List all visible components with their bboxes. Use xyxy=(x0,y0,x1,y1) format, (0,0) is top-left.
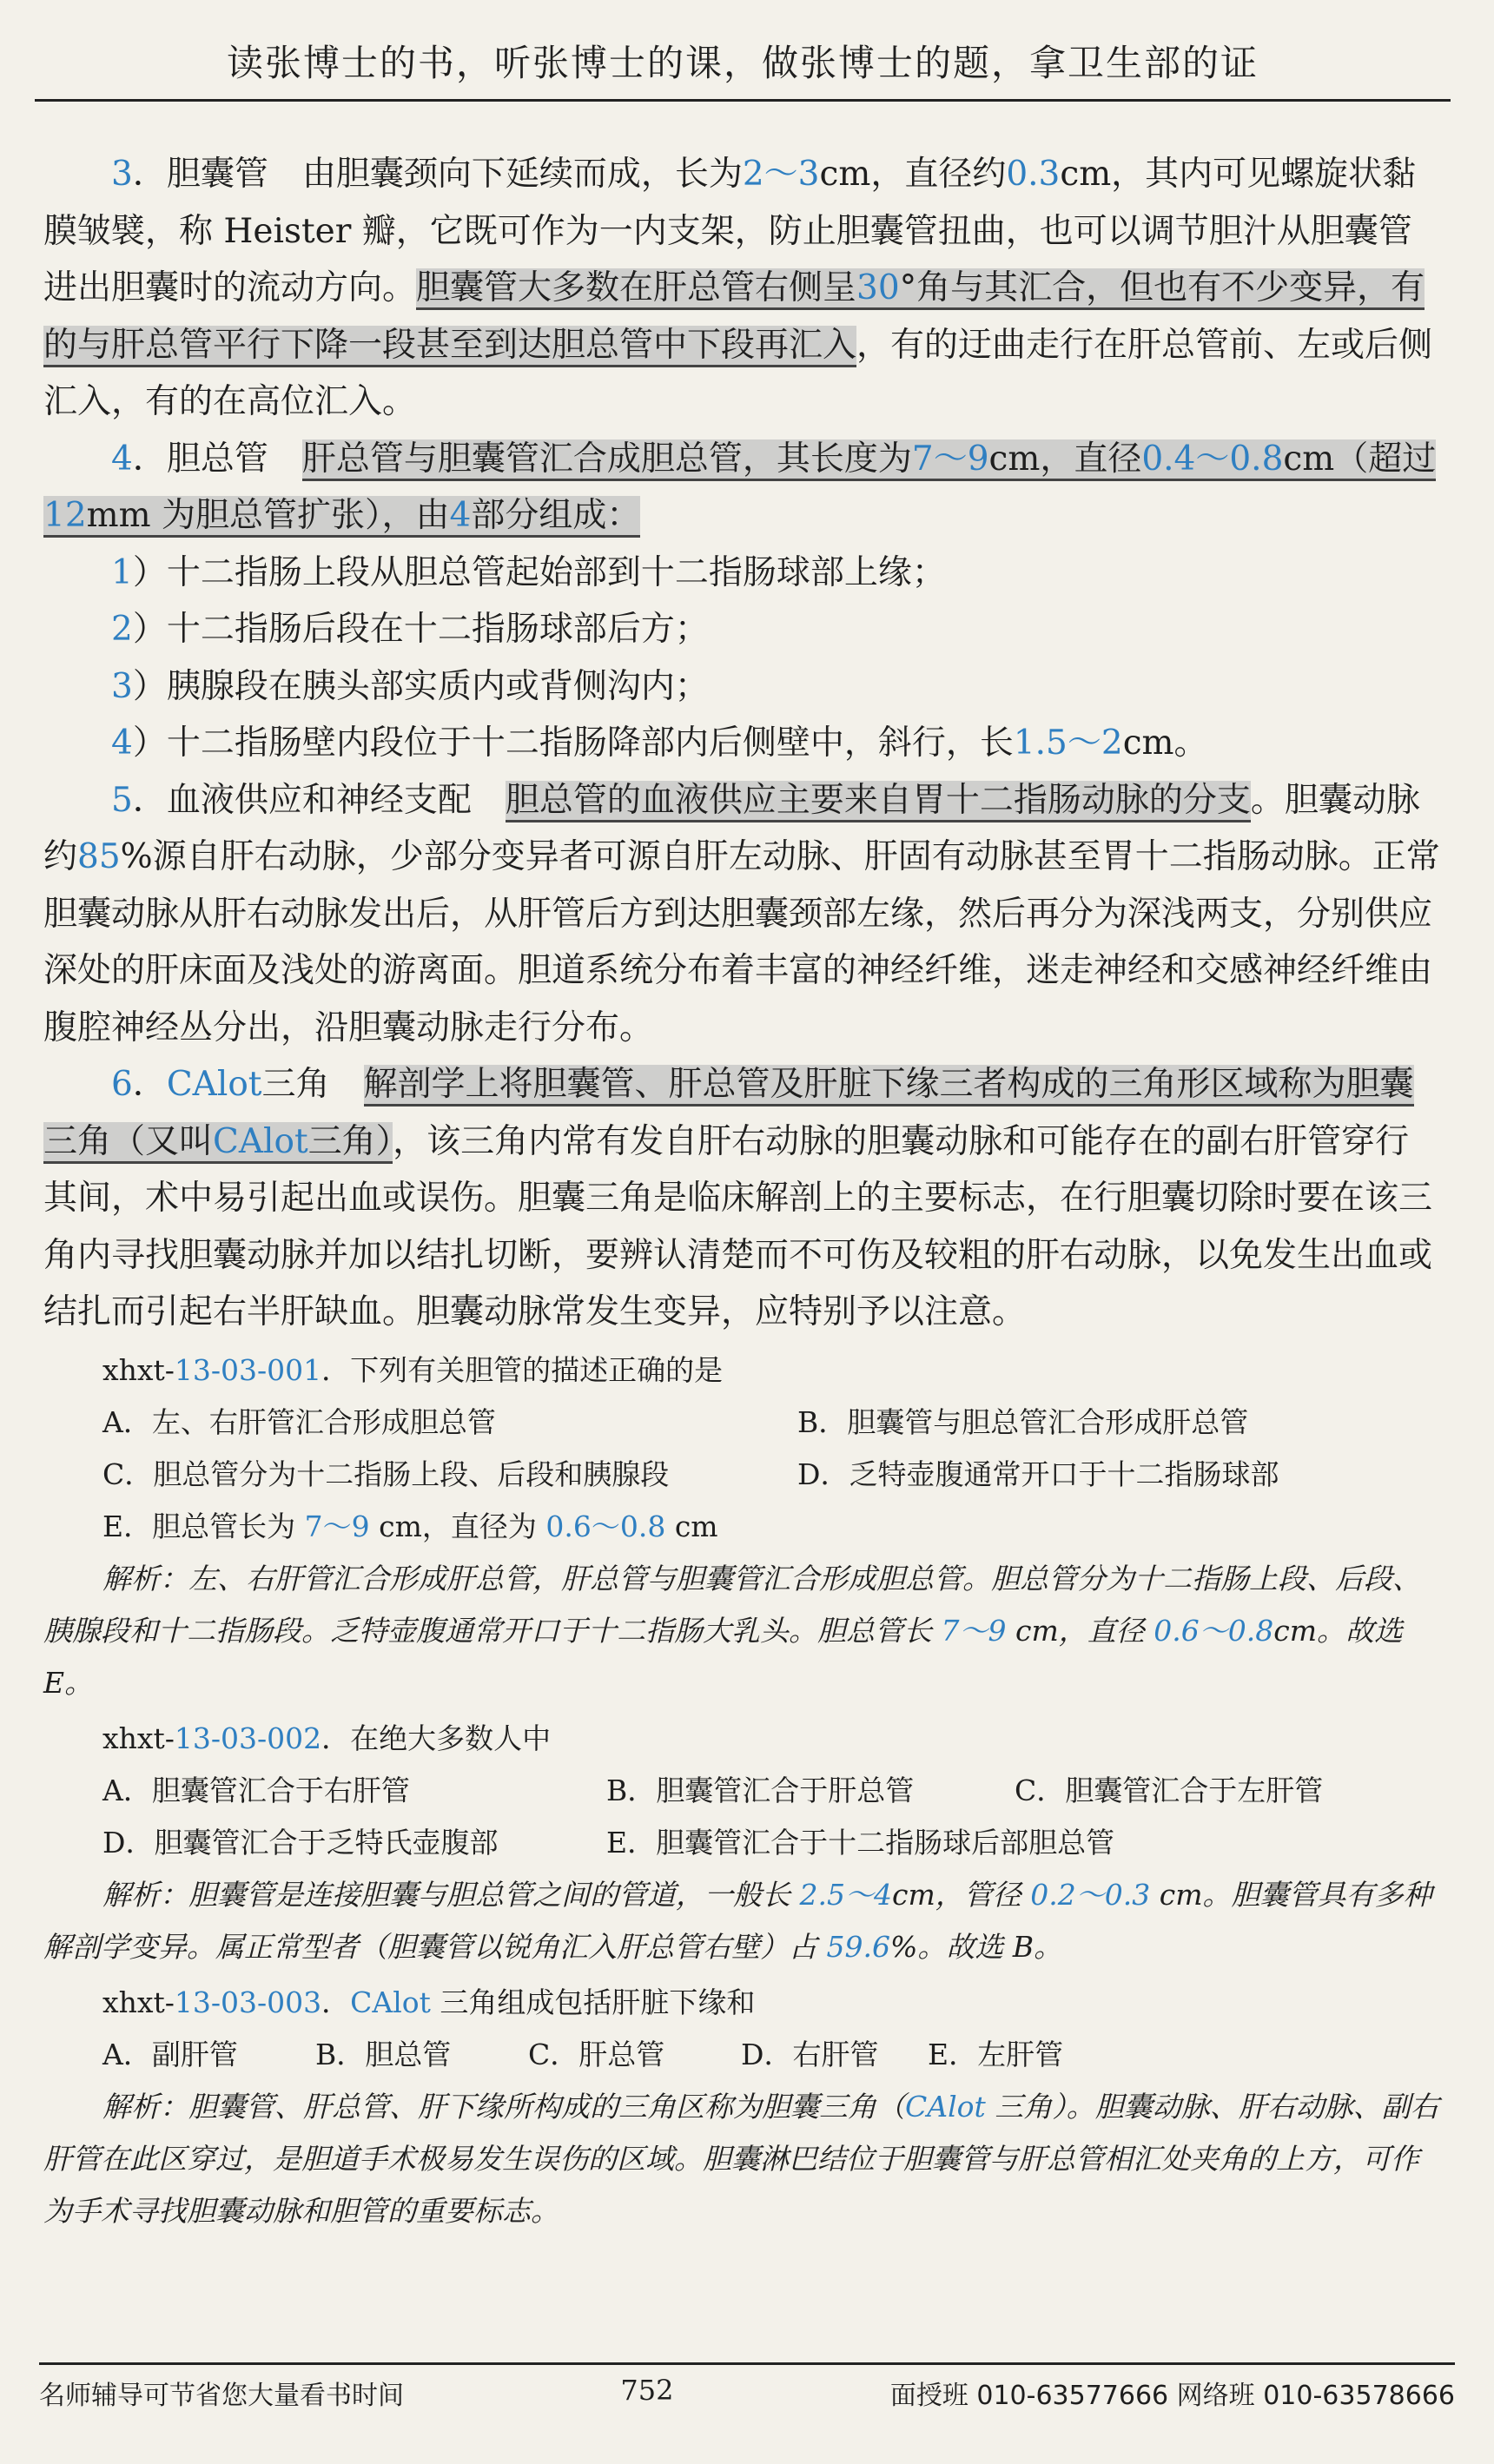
text: cm，直径约 xyxy=(819,155,1007,194)
value: CAlot xyxy=(213,1121,308,1161)
value: 0.6～0.8 xyxy=(545,1509,666,1543)
page-content xyxy=(43,146,1442,2237)
item-text: ）十二指肠上段从胆总管起始部到十二指肠球部上缘； xyxy=(132,552,946,592)
text: cm（超过 xyxy=(1283,439,1437,479)
value: 0.3 xyxy=(1006,155,1061,194)
value: 7～9 xyxy=(911,439,989,479)
page-number: 752 xyxy=(620,2374,674,2407)
text: 三角） xyxy=(307,1121,393,1161)
highlight: 胆总管的血液供应主要来自胃十二指肠动脉的分支 xyxy=(506,781,1251,822)
text: ，有的迂曲走行在肝总管前、左或后侧汇入，有的在高位汇入。 xyxy=(43,325,1433,421)
value: 12 xyxy=(43,496,87,535)
analysis xyxy=(43,2081,1442,2237)
page-footer xyxy=(39,2362,1455,2412)
text: 。胆囊动脉约 xyxy=(43,780,1420,876)
section-gallbladder-duct xyxy=(43,146,1442,431)
text: cm。 xyxy=(1122,723,1208,763)
item-number: 1 xyxy=(111,552,133,592)
value: CAlot xyxy=(905,2089,986,2124)
text: %源自肝右动脉，少部分变异者可源自肝左动脉、肝固有动脉甚至胃十二指肠动脉。正常胆囊动脉从肝右动脉发出后，从肝管后方到达胆囊颈部左缘，然后再分为深浅两支，分别供应深处的肝床面及浅处的游离面。胆道系统分布着丰富的神经纤维，迷走神经和交感神经纤维由腹腔神经丛分出，沿胆囊动脉走行分布。 xyxy=(43,837,1440,1047)
page-header xyxy=(35,35,1451,102)
question-id: xhxt- xyxy=(102,1352,175,1387)
text: 解析：胆囊管是连接胆囊与胆总管之间的管道，一般长 xyxy=(102,1877,800,1912)
text: 胆囊管大多数在肝总管右侧呈 xyxy=(416,268,857,307)
value: 7～9 xyxy=(304,1509,370,1543)
option-e xyxy=(43,1501,1442,1553)
item-number: 4 xyxy=(111,723,133,763)
stem-text: ．在绝大多数人中 xyxy=(321,1721,552,1755)
value: 1.5～2 xyxy=(1013,723,1123,763)
option-e: E．左肝管 xyxy=(928,2037,1064,2071)
option-d: D．乏特壶腹通常开口于十二指肠球部 xyxy=(797,1457,1279,1491)
list-item xyxy=(43,658,1442,716)
question-1 xyxy=(43,1344,1442,1709)
option-row xyxy=(43,1765,1442,1817)
stem-text: 三角组成包括肝脏下缘和 xyxy=(430,1985,756,2019)
item-text: ）十二指肠壁内段位于十二指肠降部内后侧壁中，斜行，长 xyxy=(132,723,1014,763)
section-title: 三角 xyxy=(261,1065,330,1104)
text: ，该三角内常有发自肝右动脉的胆囊动脉和可能存在的副右肝管穿行其间，术中易引起出血或误伤。胆囊三角是临床解剖上的主要标志，在行胆囊切除时要在该三角内寻找胆囊动脉并加以结扎切断，要辨认清楚而不可伤及较粗的肝右动脉，以免发生出血或结扎而引起右半肝缺血。胆囊动脉常发生变异，应特别予以注意。 xyxy=(43,1121,1433,1331)
option-a: A．副肝管 xyxy=(102,2037,238,2071)
question-stem xyxy=(43,1344,1442,1397)
section-calot-triangle xyxy=(43,1056,1442,1341)
text: cm，管径 xyxy=(891,1877,1031,1912)
text: cm xyxy=(665,1509,718,1543)
option-a: A．左、右肝管汇合形成胆总管 xyxy=(102,1404,496,1439)
question-id: 13-03-002 xyxy=(174,1721,322,1755)
question-id: 13-03-003 xyxy=(174,1985,322,2019)
analysis xyxy=(43,1869,1442,1973)
value: 4 xyxy=(449,496,472,535)
section-number: 3 xyxy=(111,155,133,194)
section-title: ．胆总管 xyxy=(132,439,268,479)
section-title: ．胆囊管 xyxy=(132,155,268,194)
question-stem xyxy=(43,1713,1442,1765)
option-b: B．胆囊管汇合于肝总管 xyxy=(606,1773,915,1807)
header-title: 读张博士的书，听张博士的课，做张博士的题，拿卫生部的证 xyxy=(226,42,1259,84)
item-number: 2 xyxy=(111,610,133,649)
text: 由胆囊颈向下延续而成，长为 xyxy=(268,155,743,194)
text: cm，直径 xyxy=(988,439,1142,479)
question-id: 13-03-001 xyxy=(174,1352,322,1387)
text: 解析：胆囊管、肝总管、肝下缘所构成的三角区称为胆囊三角（ xyxy=(102,2089,905,2124)
text: 部分组成： xyxy=(471,496,641,535)
list-item xyxy=(43,601,1442,658)
item-text: ）十二指肠后段在十二指肠球部后方； xyxy=(132,610,709,649)
option-b: B．胆总管 xyxy=(315,2037,452,2071)
option-row xyxy=(43,1397,1442,1449)
section-title-term: CAlot xyxy=(166,1065,262,1104)
text: cm，直径为 xyxy=(369,1509,546,1543)
text: cm。胆囊管具有多种解剖学变异。属正常型者（胆囊管以锐角汇入肝总管右壁）占 xyxy=(43,1877,1432,1964)
value: 0.2～0.3 xyxy=(1030,1877,1151,1912)
analysis xyxy=(43,1553,1442,1709)
text: cm，直径 xyxy=(1006,1613,1154,1648)
stem-text: ．下列有关胆管的描述正确的是 xyxy=(321,1352,724,1387)
text: °角与其汇合，但也有不少变异，有的与肝总管平行下降一段甚至到达胆总管中下段再汇入 xyxy=(43,268,1425,365)
section-title: ． xyxy=(132,1065,167,1104)
stem-text: ． xyxy=(321,1985,351,2019)
text: 解剖学上将胆囊管、肝总管及肝脏下缘三者构成的三角形区域称为胆囊三角（又叫 xyxy=(43,1065,1414,1161)
value: 59.6 xyxy=(826,1929,890,1964)
text: mm 为胆总管扩张），由 xyxy=(86,496,450,535)
text: E．胆总管长为 xyxy=(102,1509,305,1543)
question-id: xhxt- xyxy=(102,1985,175,2019)
option-d: D．右肝管 xyxy=(741,2037,879,2071)
value: 0.6～0.8 xyxy=(1154,1613,1274,1648)
value: 85 xyxy=(77,837,121,876)
text: 肝总管与胆囊管汇合成胆总管，其长度为 xyxy=(301,439,912,479)
option-d: D．胆囊管汇合于乏特氏壶腹部 xyxy=(102,1825,499,1860)
list-item xyxy=(43,715,1442,772)
value: 2.5～4 xyxy=(799,1877,892,1912)
question-2 xyxy=(43,1713,1442,1973)
section-title: ．血液供应和神经支配 xyxy=(132,780,472,820)
section-number: 5 xyxy=(111,780,133,820)
section-common-bile-duct xyxy=(43,431,1442,545)
option-c: C．肝总管 xyxy=(528,2037,665,2071)
footer-contact: 面授班 010-63577666 网络班 010-63578666 xyxy=(889,2381,1455,2411)
option-c: C．胆囊管汇合于左肝管 xyxy=(1015,1773,1324,1807)
option-e: E．胆囊管汇合于十二指肠球后部胆总管 xyxy=(606,1825,1115,1860)
option-b: B．胆囊管与胆总管汇合形成肝总管 xyxy=(797,1404,1249,1439)
text: 三角）。胆囊动脉、肝右动脉、副右肝管在此区穿过，是胆道手术极易发生误伤的区域。胆囊淋巴结位于胆囊管与肝总管相汇处夹角的上方，可作为手术寻找胆囊动脉和胆管的重要标志。 xyxy=(43,2089,1439,2228)
question-id: xhxt- xyxy=(102,1721,175,1755)
section-number: 4 xyxy=(111,439,133,479)
text: cm。故选 E。 xyxy=(43,1613,1404,1700)
value: 2～3 xyxy=(742,155,820,194)
option-row xyxy=(43,1817,1442,1869)
text: 解析：左、右肝管汇合形成肝总管，肝总管与胆囊管汇合形成胆总管。胆总管分为十二指肠上段、后段、胰腺段和十二指肠段。乏特壶腹通常开口于十二指肠大乳头。胆总管长 xyxy=(43,1561,1421,1648)
option-a: A．胆囊管汇合于右肝管 xyxy=(102,1773,410,1807)
item-number: 3 xyxy=(111,666,133,706)
text: %。故选 B。 xyxy=(889,1929,1063,1964)
option-row xyxy=(43,2029,1442,2081)
item-text: ）胰腺段在胰头部实质内或背侧沟内； xyxy=(132,666,709,706)
section-number: 6 xyxy=(111,1065,133,1104)
question-stem xyxy=(43,1977,1442,2029)
text: cm，其内可见螺旋状黏膜皱襞，称 Heister 瓣，它既可作为一内支架，防止胆囊管扭曲，也可以调节胆汁从胆囊管进出胆囊时的流动方向。 xyxy=(43,155,1417,307)
section-blood-supply xyxy=(43,772,1442,1057)
value: 30 xyxy=(856,268,900,307)
value: 0.4～0.8 xyxy=(1141,439,1284,479)
option-c: C．胆总管分为十二指肠上段、后段和胰腺段 xyxy=(102,1457,670,1491)
footer-slogan: 名师辅导可节省您大量看书时间 xyxy=(39,2381,404,2411)
stem-term: CAlot xyxy=(350,1985,431,2019)
value: 7～9 xyxy=(941,1613,1007,1648)
question-3 xyxy=(43,1977,1442,2237)
list-item xyxy=(43,545,1442,602)
option-row xyxy=(43,1449,1442,1501)
